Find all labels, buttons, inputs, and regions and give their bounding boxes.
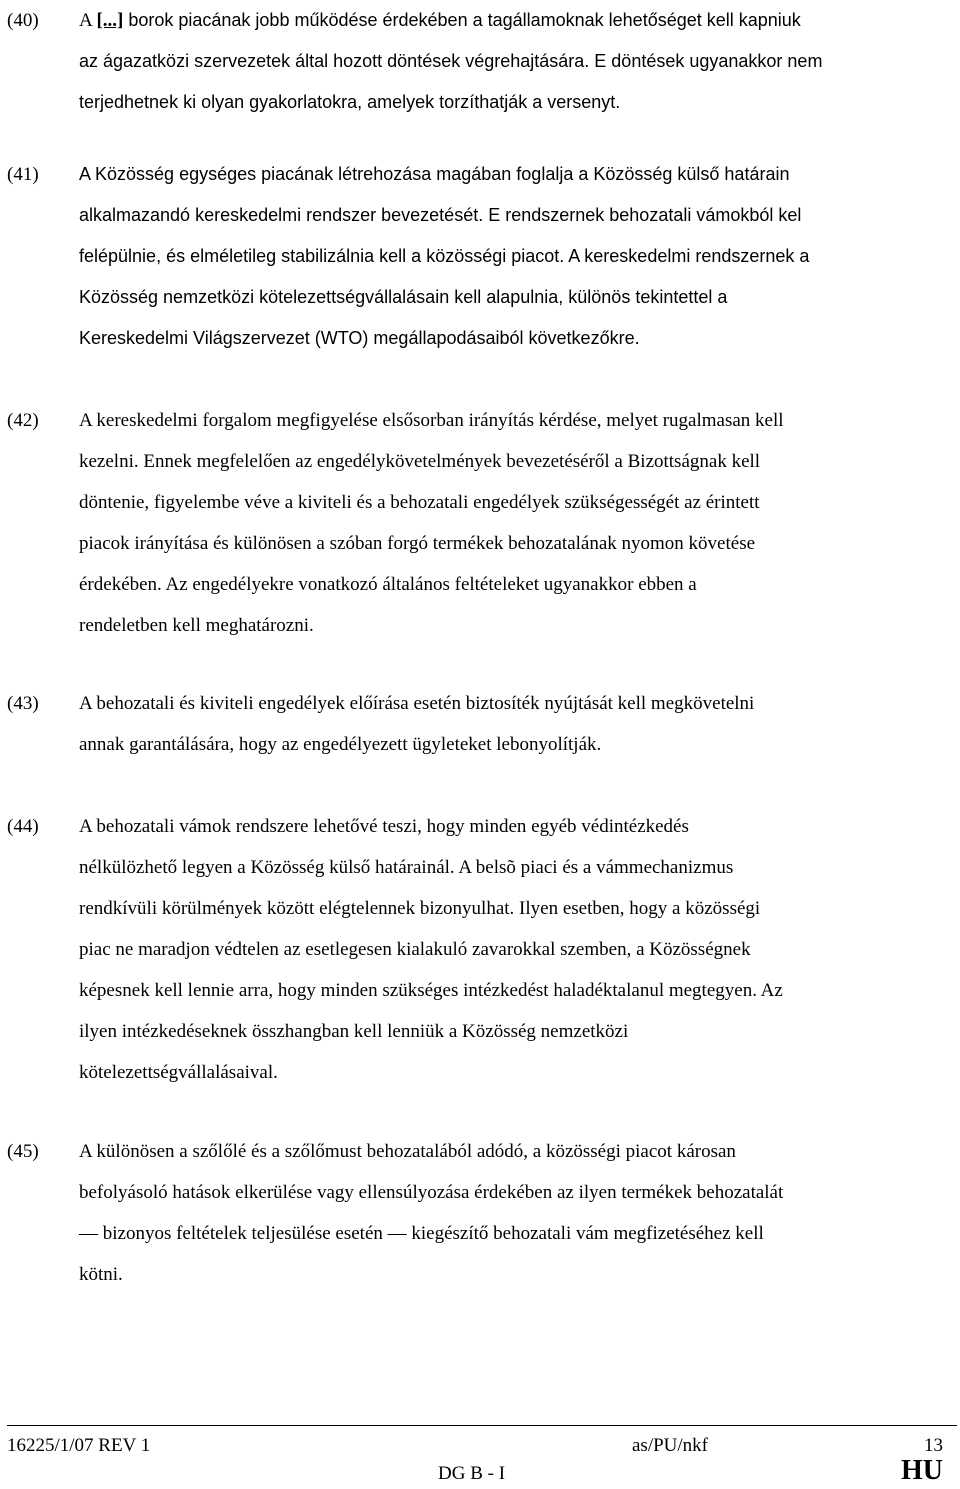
text-line: Kereskedelmi Világszervezet (WTO) megállapodásaiból következőkre. xyxy=(79,328,640,348)
text-line: érdekében. Az engedélyekre vonatkozó általános feltételeket ugyanakkor ebben a xyxy=(79,574,697,595)
text-line: kezelni. Ennek megfelelően az engedélykövetelmények bevezetéséről a Bizottságnak kell xyxy=(79,451,761,472)
text-line: felépülnie, és elméletileg stabilizálnia kell a közösségi piacot. A kereskedelmi rendszernek a xyxy=(79,246,810,266)
recital-43 xyxy=(7,683,957,765)
recital-number: (44) xyxy=(7,816,39,837)
text-line: — bizonyos feltételek teljesülése esetén — kiegészítő behozatali vám megfizetéséhez kell xyxy=(79,1223,764,1244)
recital-number: (40) xyxy=(7,10,39,31)
text-line xyxy=(79,0,957,41)
document-reference: 16225/1/07 REV 1 xyxy=(7,1435,151,1456)
text-line: döntenie, figyelembe véve a kiviteli és a behozatali engedélyek szükségességét az érintett xyxy=(79,492,760,513)
text-line: rendkívüli körülmények között elégtelennek bizonyulhat. Ilyen esetben, hogy a közösségi xyxy=(79,898,761,919)
text-line: piacok irányítása és különösen a szóban forgó termékek behozatalának nyomon követése xyxy=(79,533,756,554)
text-line: piac ne maradjon védtelen az esetlegesen kialakuló zavarokkal szemben, a Közösségnek xyxy=(79,939,751,960)
text-line: nélkülözhető legyen a Közösség külső határainál. A belsõ piaci és a vámmechanizmus xyxy=(79,857,734,878)
page-number: 13 xyxy=(924,1435,943,1456)
recital-text xyxy=(79,683,957,765)
text-line: kötelezettségvállalásaival. xyxy=(79,1062,278,1083)
text-line-start: A xyxy=(79,10,97,31)
recital-number: (45) xyxy=(7,1141,39,1162)
recital-text xyxy=(79,1131,957,1295)
recital-41 xyxy=(7,154,957,359)
text-line: ilyen intézkedéseknek összhangban kell lenniük a Közösség nemzetközi xyxy=(79,1021,629,1042)
author-initials: as/PU/nkf xyxy=(632,1435,708,1456)
language-code: HU xyxy=(901,1455,943,1486)
text-line: alkalmazandó kereskedelmi rendszer bevezetését. E rendszernek behozatali vámokból kel xyxy=(79,205,802,225)
omitted-text-marker: [...] xyxy=(96,10,124,31)
recital-number: (42) xyxy=(7,410,39,431)
text-line: terjedhetnek ki olyan gyakorlatokra, amelyek torzíthatják a versenyt. xyxy=(79,92,621,112)
text-line: A különösen a szőlőlé és a szőlőmust behozatalából adódó, a közösségi piacot károsan xyxy=(79,1141,736,1162)
recital-text xyxy=(79,154,957,359)
recital-44 xyxy=(7,806,957,1093)
recital-45 xyxy=(7,1131,957,1295)
recital-42 xyxy=(7,400,957,646)
text-line: rendeletben kell meghatározni. xyxy=(79,615,314,636)
text-line: Közösség nemzetközi kötelezettségvállalásain kell alapulnia, különös tekintettel a xyxy=(79,287,728,307)
recital-number: (41) xyxy=(7,164,39,185)
text-line-rest: borok piacának jobb működése érdekében a tagállamoknak lehetőséget kell kapniuk xyxy=(123,10,801,30)
text-line: A Közösség egységes piacának létrehozása magában foglalja a Közösség külső határain xyxy=(79,164,790,184)
recital-text xyxy=(79,0,957,123)
text-line: befolyásoló hatások elkerülése vagy ellensúlyozása érdekében az ilyen termékek behozatalát xyxy=(79,1182,784,1203)
recital-number: (43) xyxy=(7,693,39,714)
text-line: A kereskedelmi forgalom megfigyelése elsősorban irányítás kérdése, melyet rugalmasan kell xyxy=(79,410,784,431)
text-line: kötni. xyxy=(79,1264,123,1285)
text-line: annak garantálására, hogy az engedélyezett ügyleteket lebonyolítják. xyxy=(79,734,602,755)
text-line: képesnek kell lennie arra, hogy minden szükséges intézkedést haladéktalanul megtegyen. Az xyxy=(79,980,783,1001)
text-line: A behozatali és kiviteli engedélyek előírása esetén biztosíték nyújtását kell megkövetelni xyxy=(79,693,755,714)
recital-40 xyxy=(7,0,957,123)
text-line: A behozatali vámok rendszere lehetővé teszi, hogy minden egyéb védintézkedés xyxy=(79,816,689,837)
footer-divider xyxy=(7,1425,957,1426)
directorate-code: DG B - I xyxy=(438,1463,506,1484)
text-line: az ágazatközi szervezetek által hozott döntések végrehajtására. E döntések ugyanakkor nem xyxy=(79,51,823,71)
recital-text xyxy=(79,400,957,646)
recital-text xyxy=(79,806,957,1093)
